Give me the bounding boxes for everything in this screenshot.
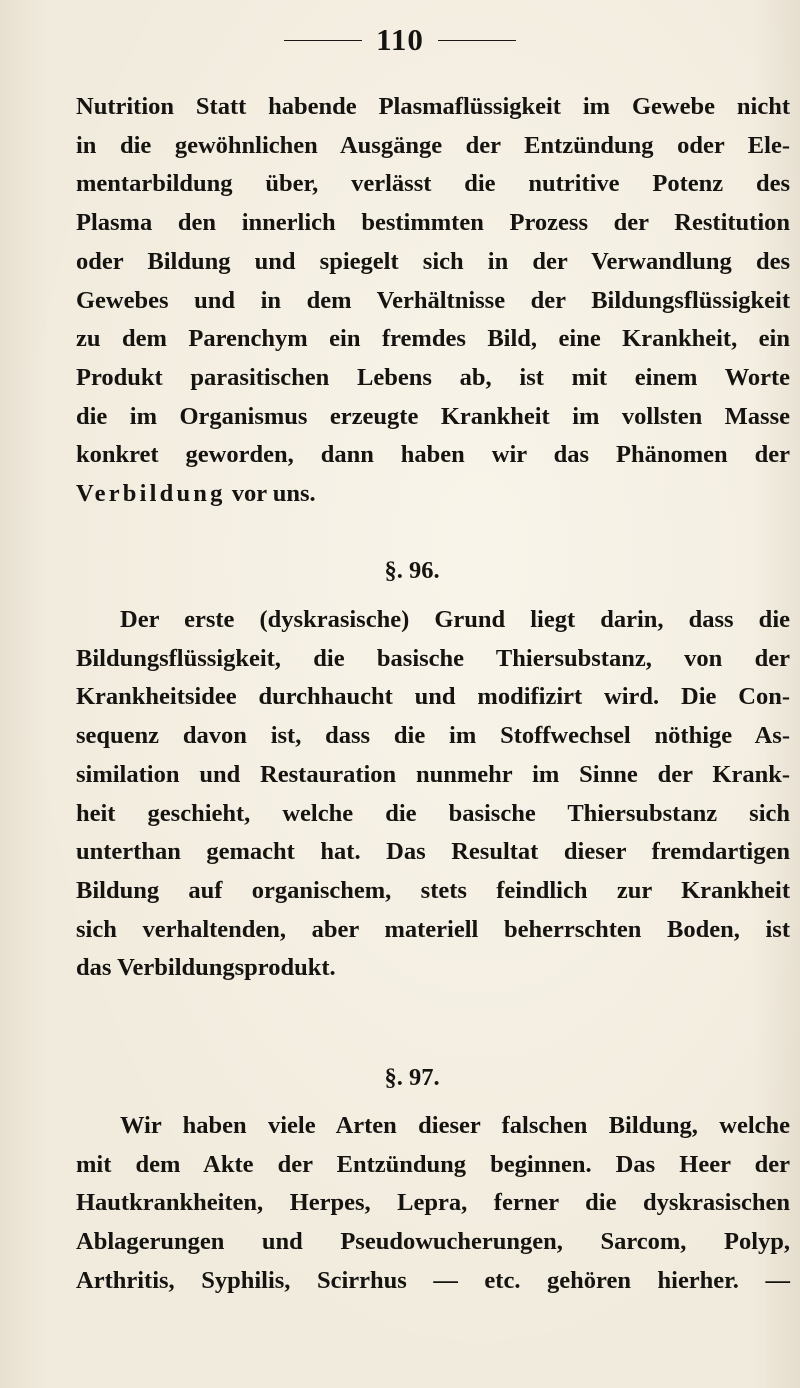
text-line: mentarbildung über, verlässt die nutritive Potenz des: [76, 170, 790, 198]
text-line: konkret geworden, dann haben wir das Phänomen der: [76, 441, 790, 469]
paragraph-section-97: [76, 1107, 790, 1301]
text-line: sequenz davon ist, dass die im Stoffwechsel nöthige As-: [76, 722, 790, 750]
text-line: oder Bildung und spiegelt sich in der Verwandlung des: [76, 247, 790, 275]
text-line-final: [76, 475, 790, 514]
text-line: Produkt parasitischen Lebens ab, ist mit einem Worte: [76, 363, 790, 391]
header-rule-left: [284, 40, 362, 41]
text-line: Wir haben viele Arten dieser falschen Bildung, welche: [120, 1112, 790, 1139]
text-line-tail: vor uns.: [225, 480, 316, 508]
text-line: heit geschieht, welche die basische Thiersubstanz sich: [76, 799, 790, 827]
emphasized-term: Verbildung: [76, 480, 226, 508]
header-rule-right: [438, 40, 516, 41]
text-line: Krankheitsidee durchhaucht und modifizirt wird. Die Con-: [76, 683, 790, 711]
page-number: 110: [376, 22, 424, 57]
text-line: sich verhaltenden, aber materiell beherrschten Boden, ist: [76, 915, 790, 943]
text-line: das Verbildungsprodukt.: [76, 954, 336, 982]
text-line: in die gewöhnlichen Ausgänge der Entzündung oder Ele-: [76, 131, 790, 159]
section-heading-97: §. 97.: [384, 1064, 440, 1091]
text-line: Der erste (dyskrasische) Grund liegt darin, dass die: [120, 606, 790, 633]
section-heading-96: §. 96.: [384, 557, 440, 584]
text-line: Nutrition Statt habende Plasmaflüssigkeit im Gewebe nicht: [76, 93, 790, 120]
text-line: die im Organismus erzeugte Krankheit im vollsten Masse: [76, 402, 790, 430]
paragraph-section-96: [76, 601, 790, 988]
text-line: Gewebes und in dem Verhältnisse der Bildungsflüssigkeit: [76, 286, 790, 314]
text-line: Plasma den innerlich bestimmten Prozess der Restitution: [76, 209, 790, 237]
text-line: Bildung auf organischem, stets feindlich zur Krankheit: [76, 876, 790, 904]
text-line: Arthritis, Syphilis, Scirrhus — etc. gehören hierher. —: [76, 1266, 790, 1294]
text-line: similation und Restauration nunmehr im Sinne der Krank-: [76, 760, 790, 788]
page-header: [0, 20, 800, 60]
text-line: Hautkrankheiten, Herpes, Lepra, ferner die dyskrasischen: [76, 1189, 790, 1217]
text-line: zu dem Parenchym ein fremdes Bild, eine Krankheit, ein: [76, 325, 790, 353]
text-line: Bildungsflüssigkeit, die basische Thiersubstanz, von der: [76, 644, 790, 672]
paragraph-continued: [76, 88, 790, 514]
text-line: Ablagerungen und Pseudowucherungen, Sarcom, Polyp,: [76, 1228, 790, 1256]
text-line: mit dem Akte der Entzündung beginnen. Das Heer der: [76, 1150, 790, 1178]
text-line: unterthan gemacht hat. Das Resultat dieser fremdartigen: [76, 838, 790, 866]
